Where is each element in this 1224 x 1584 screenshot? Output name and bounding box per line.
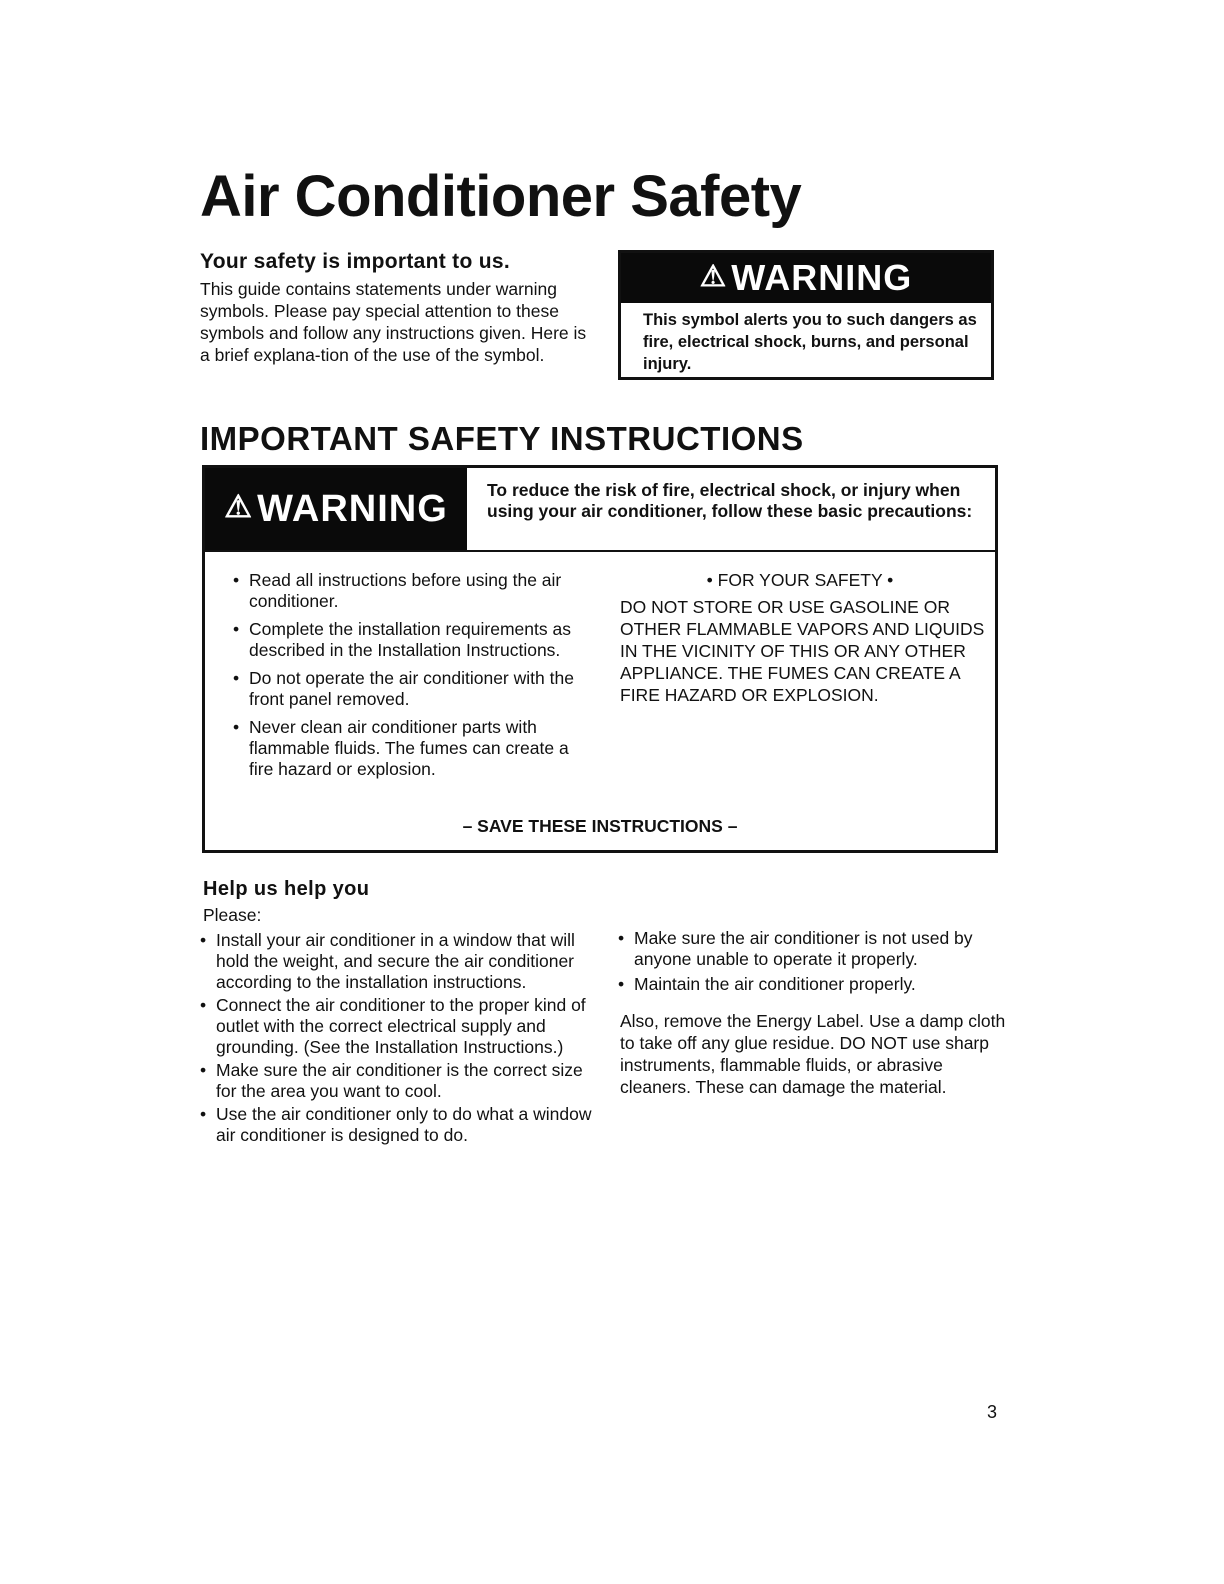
page-number: 3	[987, 1402, 998, 1422]
list-item: • Do not operate the air conditioner with the front panel removed.	[233, 668, 585, 710]
list-item: • Install your air conditioner in a window that will hold the weight, and secure the air conditioner according to the installation instructions.	[200, 930, 592, 993]
for-your-safety-heading: • FOR YOUR SAFETY •	[706, 570, 894, 590]
energy-label-paragraph: Also, remove the Energy Label. Use a damp cloth to take off any glue residue. DO NOT use sharp instruments, flammable fluids, or abrasive cleaners. These can damage the material.	[620, 1011, 1006, 1097]
important-safety-heading: IMPORTANT SAFETY INSTRUCTIONS	[200, 420, 804, 457]
save-instructions-line: – SAVE THESE INSTRUCTIONS –	[462, 816, 738, 836]
list-item: • Connect the air conditioner to the proper kind of outlet with the correct electrical supply and grounding. (See the Installation Instructions.)	[200, 995, 592, 1058]
precautions-list	[233, 570, 585, 787]
intro-heading: Your safety is important to us.	[200, 250, 510, 273]
warning-symbol-explanation: This symbol alerts you to such dangers as fire, electrical shock, burns, and personal injury.	[643, 311, 977, 373]
instructions-warning-banner	[205, 468, 467, 550]
divider	[205, 550, 995, 552]
for-your-safety-text: DO NOT STORE OR USE GASOLINE OR OTHER FLAMMABLE VAPORS AND LIQUIDS IN THE VICINITY OF THIS OR ANY OTHER APPLIANCE. THE FUMES CAN CREATE A FIRE HAZARD OR EXPLOSION.	[620, 597, 985, 705]
help-list-left	[200, 930, 592, 1148]
warning-banner	[621, 253, 991, 303]
safety-instructions-box	[202, 465, 998, 853]
warning-banner-label: WARNING	[731, 257, 913, 298]
list-item: • Read all instructions before using the air conditioner.	[233, 570, 585, 612]
list-item: • Maintain the air conditioner properly.	[618, 974, 998, 995]
list-item: • Complete the installation requirements as described in the Installation Instructions.	[233, 619, 585, 661]
help-heading: Help us help you	[203, 878, 370, 900]
list-item: • Use the air conditioner only to do what a window air conditioner is designed to do.	[200, 1104, 592, 1146]
help-please: Please:	[203, 905, 262, 925]
list-item: • Make sure the air conditioner is the correct size for the area you want to cool.	[200, 1060, 592, 1102]
warning-triangle-icon: ⚠	[699, 259, 728, 293]
list-item: • Never clean air conditioner parts with flammable fluids. The fumes can create a fire hazard or explosion.	[233, 717, 585, 780]
intro-body: This guide contains statements under warning symbols. Please pay special attention to these symbols and follow any instructions given. Here is a brief explana-tion of the use of the symbol.	[200, 279, 587, 365]
instructions-warning-label: WARNING	[257, 487, 448, 530]
page-title: Air Conditioner Safety	[200, 164, 802, 229]
instructions-intro: To reduce the risk of fire, electrical shock, or injury when using your air conditioner, follow these basic precautions:	[487, 480, 973, 521]
help-list-right	[618, 928, 998, 999]
list-item: • Make sure the air conditioner is not used by anyone unable to operate it properly.	[618, 928, 998, 970]
warning-triangle-icon: ⚠	[224, 489, 254, 524]
warning-symbol-box	[618, 250, 994, 380]
